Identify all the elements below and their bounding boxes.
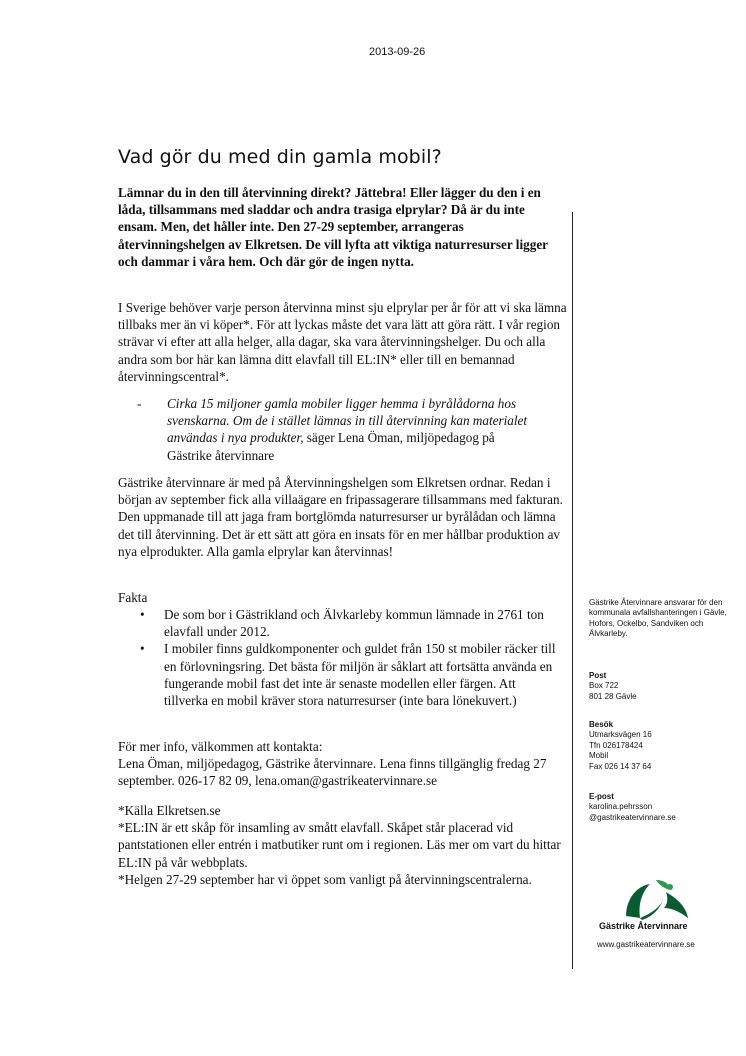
sidebar-email [589, 792, 729, 823]
sidebar-visit [589, 720, 729, 772]
visit-line: Mobil [589, 751, 609, 761]
website-url: www.gastrikeatervinnare.se [597, 940, 695, 949]
recycling-leaf-logo-icon [620, 878, 692, 922]
article-paragraph-1: I Sverige behöver varje person återvinna minst sju elprylar per år för att vi ska lämna tillbaks mer än vi köper*. För att lyckas måste det vara lätt att göra rätt. I vår region strävar vi efter att alla helger, alla dagar, ska vara återvinningshelger. Du och alla andra som bor här kan lämna ditt elavfall till EL:IN* eller till en bemannad återvinningscentral*. [118, 300, 567, 384]
post-heading: Post [589, 671, 607, 680]
email-line: karolina.pehrsson [589, 802, 653, 812]
visit-line: Fax 026 14 37 64 [589, 761, 652, 771]
document-date: 2013-09-26 [369, 46, 426, 58]
footnote: *Källa Elkretsen.se [118, 803, 221, 818]
visit-heading: Besök [589, 720, 614, 729]
visit-line: Utmarksvägen 16 [589, 730, 652, 740]
quote-block [137, 395, 537, 464]
contact-details: Lena Öman, miljöpedagog, Gästrike återvinnare. Lena finns tillgänglig fredag 27 september. 026-17 82 09, lena.oman@gastrikeatervinnare.se [118, 756, 547, 789]
article-paragraph-2: Gästrike återvinnare är med på Återvinningshelgen som Elkretsen ordnar. Redan i början av september fick alla villaägare en fripassagerare tillsammans med fakturan. Den uppmanade till att jaga fram bortglömda naturresurser ur byrålådan och lämna det till återvinning. Det är ett sätt att göra en insats för en mer hållbar produktion av nya elprodukter. Alla gamla elprylar kan återvinnas! [118, 475, 563, 559]
post-line: 801 28 Gävle [589, 691, 637, 701]
bullet-icon: • [140, 607, 145, 622]
article-lead: Lämnar du in den till återvinning direkt? Jättebra! Eller lägger du den i en låda, tillsammans med sladdar och andra trasiga elprylar? Då är du inte ensam. Men, det håller inte. Den 27-29 september, arrangeras återvinningshelgen av Elkretsen. De vill lyfta att viktiga naturresurser ligger och dammar i våra hem. Och där gör de ingen nytta. [118, 185, 548, 269]
footnote: *EL:IN är ett skåp för insamling av smått elavfall. Skåpet står placerad vid pantstationen eller entrén i matbutiker runt om i regionen. Läs mer om vart du hittar EL:IN på vår webbplats. [118, 820, 561, 870]
quote-dash: - [137, 396, 142, 411]
fakta-label: Fakta [118, 590, 148, 605]
fakta-list [140, 606, 560, 709]
visit-line: Tfn 026178424 [589, 740, 643, 750]
fakta-item-text: De som bor i Gästrikland och Älvkarleby kommun lämnade in 2761 ton elavfall under 2012. [164, 607, 544, 640]
sidebar-post [589, 671, 729, 702]
sidebar-about: Gästrike Återvinnare ansvarar för den kommunala avfallshanteringen i Gävle, Hofors, Ockelbo, Sandviken och Älvkarleby. [589, 598, 727, 639]
quote-body [167, 395, 537, 464]
contact-block [118, 738, 570, 790]
footnote: *Helgen 27-29 september har vi öppet som vanligt på återvinningscentralerna. [118, 871, 532, 887]
quote-attribution: säger Lena Öman, miljöpedagog på Gästrike återvinnare [167, 430, 495, 463]
logo-wordmark: Gästrike Återvinnare [599, 921, 688, 931]
contact-intro: För mer info, välkommen att kontakta: [118, 739, 323, 754]
fakta-item-text: I mobiler finns guldkomponenter och guldet från 150 st mobiler räcker till en förlovningsring. Det bästa för miljön är såklart att fortsätta använda en fungerande mobil fast det inte är senaste modellen eller färgen. Att tillverka en mobil kräver stora naturresurser (inte bara lönekuvert.) [164, 641, 556, 709]
bullet-icon: • [140, 641, 145, 657]
footnotes [118, 802, 570, 888]
email-line: @gastrikeatervinnare.se [589, 812, 676, 822]
sidebar-divider [572, 212, 573, 969]
quote-text: Cirka 15 miljoner gamla mobiler ligger hemma i byrålådorna hos svenskarna. Om de i stället lämnas in till återvinning kan materialet användas i nya produkter, [167, 396, 528, 446]
email-heading: E-post [589, 792, 614, 801]
list-item [140, 606, 560, 640]
article-title: Vad gör du med din gamla mobil? [118, 146, 442, 168]
list-item [140, 640, 560, 709]
post-line: Box 722 [589, 681, 619, 691]
